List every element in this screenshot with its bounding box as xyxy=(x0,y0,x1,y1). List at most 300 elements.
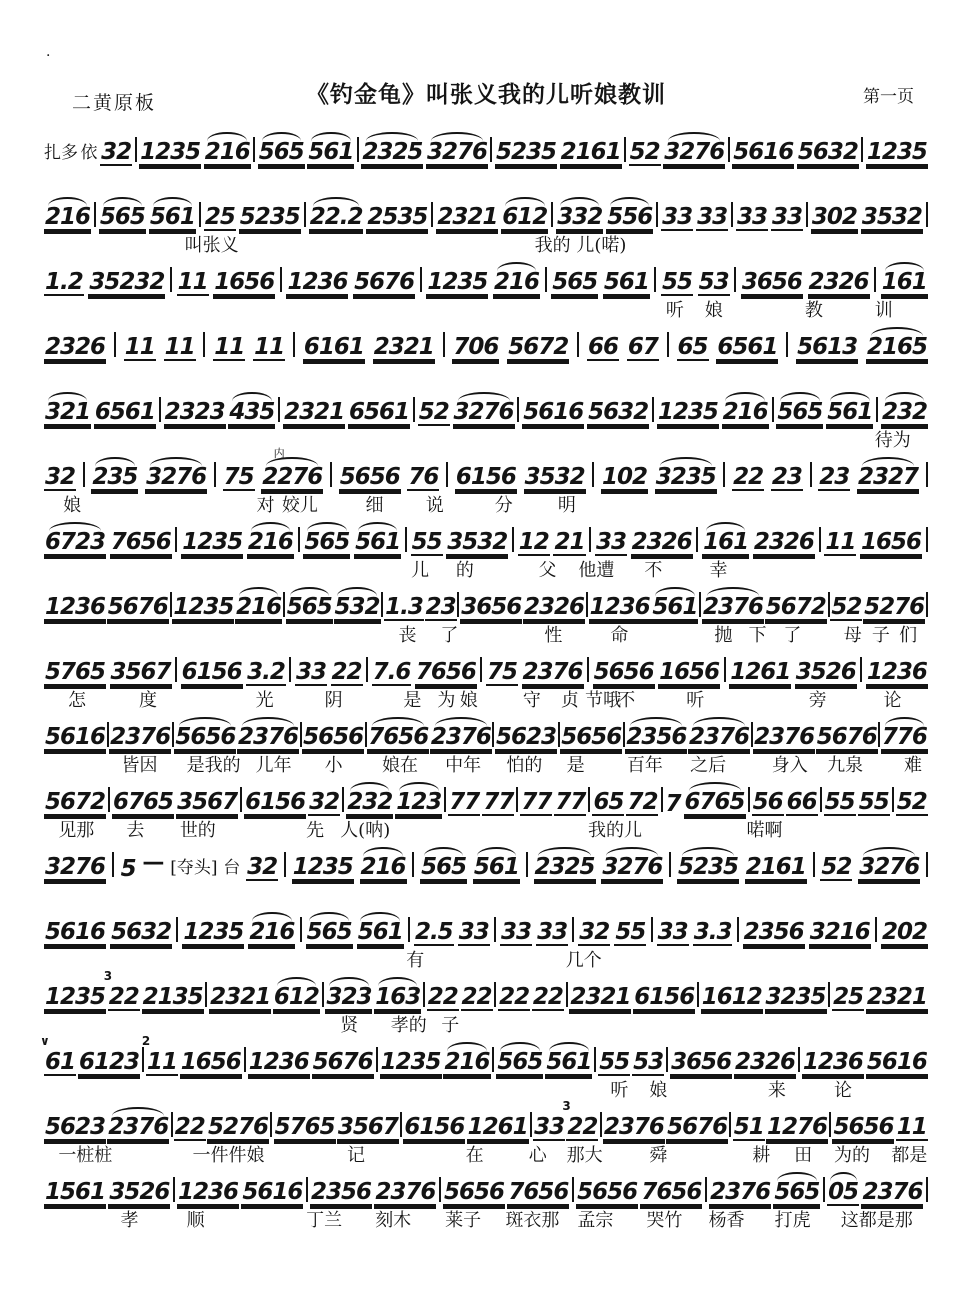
slur-arc-icon xyxy=(424,847,464,856)
note-group: 5616 xyxy=(45,918,106,945)
note-group: 216 xyxy=(44,205,91,231)
barline-icon xyxy=(530,1112,532,1137)
lyric-syllable: 度 xyxy=(138,690,157,711)
annotation-mark: 内 xyxy=(273,446,285,460)
note-group: 66 xyxy=(587,333,618,360)
note-group: 561 xyxy=(307,140,354,166)
lyric-syllable: 之后 xyxy=(690,755,727,776)
barline-icon xyxy=(861,137,863,162)
note-group: 77 xyxy=(483,788,514,815)
slur-arc-icon xyxy=(363,847,403,856)
slur-arc-icon xyxy=(311,132,351,141)
lyric-syllable: 见那 xyxy=(58,820,95,841)
barline-icon xyxy=(786,332,788,357)
note-group: 5632 xyxy=(111,918,172,945)
barline-icon xyxy=(170,267,172,292)
lyric-syllable: 怕的 xyxy=(506,755,543,776)
note-group: 161 xyxy=(881,270,928,296)
barline-icon xyxy=(142,1047,144,1072)
note-group: 61 ∨ xyxy=(40,1033,76,1075)
barline-icon xyxy=(892,787,894,812)
slur-arc-icon xyxy=(207,132,247,141)
note-group: 1261 xyxy=(467,1113,528,1140)
note-group: 5616 xyxy=(733,138,794,165)
barline-icon xyxy=(820,787,822,812)
slur-arc-icon xyxy=(862,457,914,466)
lyric-row xyxy=(0,556,972,581)
note-group: 55 xyxy=(858,788,889,815)
slur-arc-icon xyxy=(780,392,820,401)
note-group: 33 xyxy=(737,203,768,230)
slur-arc-icon xyxy=(277,977,317,986)
lyric-syllable: 幸 xyxy=(709,560,728,581)
slur-arc-icon xyxy=(885,392,925,401)
note-group: 2535 xyxy=(367,203,428,230)
note-group: 323 xyxy=(325,985,372,1011)
barline-icon xyxy=(588,787,590,812)
note-group: 561 xyxy=(357,920,404,946)
note-group: 612 xyxy=(501,205,548,231)
note-group: 5616 xyxy=(45,723,106,750)
barline-icon xyxy=(798,1047,800,1072)
note-group: 6723 xyxy=(44,530,106,556)
note-group: 7656 xyxy=(641,1178,702,1205)
note-group: 52 xyxy=(821,853,852,880)
lyric-syllable: 子 xyxy=(441,1015,460,1036)
note-group: 565 xyxy=(496,1050,543,1076)
note-group: 216 xyxy=(204,140,251,166)
note-group: 2321 xyxy=(437,203,498,230)
note-group: 33 xyxy=(500,918,531,945)
note-group: 3276 xyxy=(601,855,663,881)
barline-icon xyxy=(926,592,928,617)
note-group: 5656 xyxy=(593,658,654,685)
lyric-syllable: 为 xyxy=(437,690,456,711)
barline-icon xyxy=(600,1112,602,1137)
score-line xyxy=(0,1033,972,1101)
barline-icon xyxy=(572,917,574,942)
barline-icon xyxy=(926,202,928,227)
note-group: 5235 xyxy=(496,138,557,165)
lyric-syllable: 下 xyxy=(748,625,767,646)
slur-arc-icon xyxy=(549,1042,589,1051)
score-line xyxy=(0,646,972,711)
note-group: 706 xyxy=(453,333,499,360)
note-group: 22 3 xyxy=(562,1098,598,1140)
lyric-syllable: 抛 xyxy=(714,625,733,646)
lyric-row xyxy=(0,231,972,256)
note-group: 565 xyxy=(286,595,333,621)
lyric-syllable: 细 xyxy=(365,495,384,516)
note-row xyxy=(0,1098,972,1141)
slur-arc-icon xyxy=(538,847,590,856)
lyric-syllable: 命 xyxy=(610,625,629,646)
barline-icon xyxy=(926,462,928,487)
slur-arc-icon xyxy=(830,392,870,401)
barline-icon xyxy=(696,527,698,552)
note-group: 3216 xyxy=(809,918,870,945)
note-group: 532 xyxy=(334,595,381,621)
note-group: 6123 xyxy=(78,1048,139,1075)
note-group: 5672 xyxy=(508,333,569,360)
lyric-syllable: 一桩桩 xyxy=(58,1145,113,1166)
barline-icon xyxy=(203,332,205,357)
slur-arc-icon xyxy=(179,717,231,726)
lyric-syllable: 难 xyxy=(903,755,922,776)
barline-icon xyxy=(829,1112,831,1137)
slur-arc-icon xyxy=(372,717,424,726)
lyric-row xyxy=(0,816,972,841)
note-group: 5676 xyxy=(107,593,168,620)
note-group: 216 xyxy=(235,595,282,621)
note-group: 23 xyxy=(425,593,456,620)
note-group: 2321 xyxy=(570,983,631,1010)
lyric-syllable: 皆因 xyxy=(121,755,158,776)
barline-icon xyxy=(586,592,588,617)
note-group: 202 xyxy=(881,918,927,945)
score-line xyxy=(0,906,972,971)
slur-arc-icon xyxy=(458,392,510,401)
note-group: 6156 xyxy=(455,463,516,490)
lyric-syllable: 儿年 xyxy=(255,755,292,776)
slur-arc-icon xyxy=(153,197,193,206)
lyric-syllable: 待为 xyxy=(874,430,911,451)
barline-icon xyxy=(283,592,285,617)
note-group: 35232 xyxy=(89,268,165,295)
slur-arc-icon xyxy=(242,717,294,726)
barline-icon xyxy=(589,527,591,552)
note-group: 1235 xyxy=(657,398,718,425)
barline-icon xyxy=(724,657,726,682)
note-group: 3532 xyxy=(861,203,922,230)
lyric-syllable: 父 xyxy=(538,560,557,581)
note-group: 556 xyxy=(606,205,653,231)
barline-icon xyxy=(572,1177,574,1202)
lyric-syllable: 耕 xyxy=(752,1145,771,1166)
score-line xyxy=(0,841,972,906)
note-group: 33 xyxy=(534,1113,565,1140)
note-group: 33 xyxy=(458,918,489,945)
note-group: 51 xyxy=(733,1113,764,1140)
sustain-dash: — xyxy=(142,850,165,875)
slur-arc-icon xyxy=(447,1042,487,1051)
lyric-syllable: 都是 xyxy=(891,1145,928,1166)
note-group: 32 xyxy=(309,788,340,815)
note-group: 1.3 xyxy=(385,593,423,620)
note-group: 5632 xyxy=(588,398,649,425)
note-group: 5656 xyxy=(561,723,622,750)
lyric-row xyxy=(0,166,972,191)
lyric-syllable: 母 xyxy=(843,625,862,646)
note-group: 77 xyxy=(555,788,586,815)
note-group: 53 xyxy=(633,1048,664,1075)
note-group: 7656 xyxy=(508,1178,569,1205)
slur-arc-icon xyxy=(497,262,537,271)
lyric-syllable: 光 xyxy=(255,690,274,711)
note-group: 3276 xyxy=(453,400,515,426)
barline-icon xyxy=(661,787,663,812)
barline-icon xyxy=(420,267,422,292)
note-row xyxy=(0,516,972,556)
lyric-syllable: 哭竹 xyxy=(646,1210,683,1231)
lead-word: 依 xyxy=(80,143,98,163)
lyric-row xyxy=(0,1011,972,1036)
note-row xyxy=(0,711,972,751)
lyric-syllable: 不 xyxy=(644,560,663,581)
note-group: 2326 xyxy=(735,1048,796,1075)
slur-arc-icon xyxy=(610,197,650,206)
note-group: 1235 xyxy=(45,983,106,1010)
note-group: 2161 xyxy=(560,138,621,165)
barline-icon xyxy=(444,787,446,812)
lyric-syllable: 贤 xyxy=(340,1015,359,1036)
note-group: 2376 xyxy=(375,1178,436,1205)
barline-icon xyxy=(592,462,594,487)
note-group: 1236 xyxy=(589,593,650,620)
lyric-syllable: 人(呐) xyxy=(340,820,391,841)
barline-icon xyxy=(490,137,492,162)
grace-mark: 3 xyxy=(562,1098,571,1113)
note-group: 2321 xyxy=(866,983,927,1010)
note-group: 216 xyxy=(493,270,540,296)
slur-arc-icon xyxy=(95,457,135,466)
slur-arc-icon xyxy=(239,587,279,596)
slur-arc-icon xyxy=(660,457,712,466)
note-group: 5676 xyxy=(354,268,415,295)
barline-icon xyxy=(446,462,448,487)
slur-arc-icon xyxy=(251,522,291,531)
lyric-syllable: 对 xyxy=(256,495,275,516)
barline-icon xyxy=(366,657,368,682)
barline-icon xyxy=(566,982,568,1007)
note-group: 5656 xyxy=(577,1178,638,1205)
note-group: 52 xyxy=(896,788,927,815)
note-group: 22 xyxy=(532,983,563,1010)
lyric-syllable: 姣儿 xyxy=(281,495,318,516)
barline-icon xyxy=(280,267,282,292)
barline-icon xyxy=(667,332,669,357)
note-group: 565 xyxy=(303,530,350,556)
note-group: 2165 xyxy=(866,335,928,361)
note-group: 3532 xyxy=(524,463,585,490)
note-group: 7656 xyxy=(110,528,171,555)
barline-icon xyxy=(874,267,876,292)
barline-icon xyxy=(697,982,699,1007)
note-group: 5235 xyxy=(677,855,739,881)
barline-icon xyxy=(431,202,433,227)
note-group: 5235 xyxy=(239,203,300,230)
barline-icon xyxy=(723,462,725,487)
lyric-row xyxy=(0,1206,972,1231)
slur-arc-icon xyxy=(435,717,487,726)
note-group: 21 xyxy=(554,528,585,555)
barline-icon xyxy=(926,1177,928,1202)
barline-icon xyxy=(357,137,359,162)
note-group: 5616 xyxy=(866,1048,927,1075)
note-row xyxy=(0,581,972,621)
note-group: 2326 xyxy=(753,528,814,555)
lyric-syllable: 娘 xyxy=(649,1080,668,1101)
barline-icon xyxy=(551,202,553,227)
lyric-syllable: 喏啊 xyxy=(746,820,783,841)
barline-icon xyxy=(624,137,626,162)
note-group: 23 xyxy=(819,463,850,490)
score-line xyxy=(0,1166,972,1231)
note-group: 2376 xyxy=(702,595,764,621)
note-group: 565 xyxy=(773,1180,820,1206)
barline-icon xyxy=(278,397,280,422)
lyric-syllable: 他遭 xyxy=(578,560,615,581)
barline-icon xyxy=(330,462,332,487)
barline-icon xyxy=(819,527,821,552)
barline-icon xyxy=(112,852,114,877)
slur-arc-icon xyxy=(313,197,359,206)
slur-arc-icon xyxy=(606,847,658,856)
note-group: 22 xyxy=(331,658,362,685)
barline-icon xyxy=(654,267,656,292)
note-row xyxy=(0,446,972,491)
barline-icon xyxy=(828,592,830,617)
page-title: 《钓金龟》叫张义我的儿听娘教训 xyxy=(306,81,666,108)
note-group: 76 xyxy=(408,463,439,490)
note-group: 1.2 xyxy=(45,268,83,295)
note-group: 11 xyxy=(124,333,155,360)
lyric-row xyxy=(0,686,972,711)
note-group: 5276 xyxy=(208,1113,269,1140)
barline-icon xyxy=(823,1177,825,1202)
lyric-syllable: 娘 xyxy=(63,495,82,516)
lyric-syllable: 小 xyxy=(324,755,343,776)
lyric-syllable: 了 xyxy=(440,625,459,646)
note-group: 435 xyxy=(228,400,275,426)
slur-arc-icon xyxy=(103,197,143,206)
note-group: 2135 xyxy=(142,983,203,1010)
lyric-syllable: 打虎 xyxy=(774,1210,811,1231)
lyric-syllable: 一件件娘 xyxy=(192,1145,265,1166)
note-group: 1656 xyxy=(659,658,720,685)
note-group: 332 xyxy=(556,205,603,231)
note-group: 2376 xyxy=(522,658,583,685)
note-group: 77 xyxy=(449,788,480,815)
score-line xyxy=(0,581,972,646)
slur-arc-icon xyxy=(49,522,101,531)
note-group: 5616 xyxy=(242,1178,303,1205)
slur-arc-icon xyxy=(500,1042,540,1051)
lyric-syllable: 身入 xyxy=(771,755,808,776)
note-row xyxy=(0,906,972,946)
note-group: 5656 xyxy=(833,1113,894,1140)
note-group: 216 xyxy=(247,530,294,556)
slur-arc-icon xyxy=(378,977,418,986)
note-group: 232 xyxy=(881,400,928,426)
slur-arc-icon xyxy=(399,782,439,791)
note-group: 22 xyxy=(461,983,492,1010)
note-group: 53 xyxy=(698,268,729,295)
lyric-syllable: 子 xyxy=(871,625,890,646)
note-group: 55 xyxy=(615,918,646,945)
lyric-syllable: 听 xyxy=(610,1080,629,1101)
note-group: 216 xyxy=(722,400,769,426)
note-group: 565 xyxy=(552,268,598,295)
note-group: 565 xyxy=(306,920,353,946)
note-group: 7 xyxy=(665,790,681,817)
barline-icon xyxy=(205,982,207,1007)
note-group: 3276 xyxy=(426,140,488,166)
score-line xyxy=(0,126,972,191)
note-group: 12 xyxy=(518,528,549,555)
note-group: 6765 xyxy=(113,788,174,815)
barline-icon xyxy=(457,592,459,617)
barline-icon xyxy=(813,852,815,877)
note-group: 22 xyxy=(733,463,764,490)
slur-arc-icon xyxy=(337,587,377,596)
grace-mark: ∨ xyxy=(40,1033,50,1048)
score-line xyxy=(0,446,972,516)
barline-icon xyxy=(175,657,177,682)
lyric-row xyxy=(0,426,972,451)
note-group: 561 xyxy=(149,205,196,231)
note-group: 6156 xyxy=(634,983,695,1010)
lyric-syllable: 叫张义 xyxy=(184,235,239,256)
lyric-syllable: 记 xyxy=(347,1145,365,1166)
grace-mark: 3 xyxy=(103,968,113,983)
note-group: 1235 xyxy=(182,528,243,555)
note-group: 5 xyxy=(120,855,136,882)
barline-icon xyxy=(175,527,177,552)
lyric-syllable: 百年 xyxy=(626,755,663,776)
note-group: 3276 xyxy=(45,853,106,880)
note-group: 1656 xyxy=(861,528,922,555)
note-group: 5613 xyxy=(797,333,858,360)
barline-icon xyxy=(408,917,410,942)
barline-icon xyxy=(173,1177,175,1202)
note-group: 776 xyxy=(881,725,928,751)
note-group: 33 xyxy=(662,203,693,230)
note-group: 5616 xyxy=(523,398,584,425)
lyric-syllable: 孟宗 xyxy=(577,1210,614,1231)
note-group: 561 xyxy=(651,595,698,621)
lyric-syllable: 田 xyxy=(794,1145,813,1166)
note-group: 25 xyxy=(833,983,864,1010)
lyric-syllable: 莱子 xyxy=(445,1210,482,1231)
note-group: 5676 xyxy=(667,1113,728,1140)
note-group: 11 xyxy=(896,1113,927,1140)
note-group: 561 xyxy=(826,400,873,426)
note-group: 2376 xyxy=(862,1178,923,1205)
lyric-syllable: 先 xyxy=(306,820,325,841)
note-row xyxy=(0,841,972,881)
note-group: 32 xyxy=(247,853,278,880)
note-group: 11 2 xyxy=(141,1033,177,1075)
lyric-syllable: 论 xyxy=(833,1080,852,1101)
score-line xyxy=(0,711,972,776)
lyric-syllable: 斑衣那 xyxy=(505,1210,560,1231)
barline-icon xyxy=(244,1047,246,1072)
slur-arc-icon xyxy=(350,782,390,791)
barline-icon xyxy=(492,1047,494,1072)
note-group: 1235 xyxy=(427,268,488,295)
note-row xyxy=(0,191,972,231)
note-group: 216 xyxy=(360,855,407,881)
barline-icon xyxy=(876,397,878,422)
note-group: 11 xyxy=(825,528,856,555)
barline-icon xyxy=(729,1112,731,1137)
note-row xyxy=(0,968,972,1011)
note-group: 2326 xyxy=(45,333,106,360)
note-group: 102 xyxy=(601,463,647,490)
barline-icon xyxy=(526,852,528,877)
barline-icon xyxy=(253,137,255,162)
